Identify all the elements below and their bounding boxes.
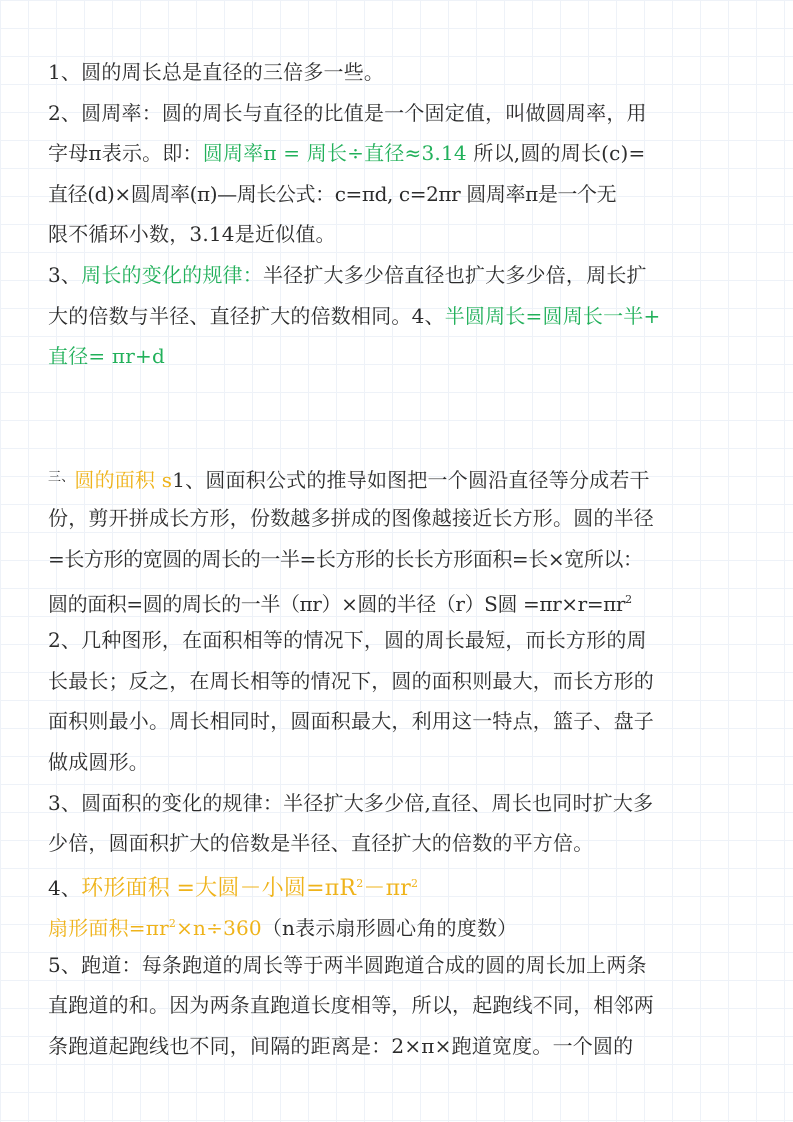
formula-part: 扇形面积=πr	[48, 916, 169, 941]
text-run: 圆的面积=圆的周长的一半（πr）×圆的半径（r）S圆 =πr×r=πr	[48, 591, 626, 616]
text-run: （n表示扇形圆心角的度数）	[261, 916, 518, 941]
superscript: 2	[625, 592, 632, 606]
text-line: 直径(d)×圆周率(π)—周长公式：c=πd, c=2πr 圆周率π是一个无	[48, 181, 617, 206]
text-run: 3、	[48, 262, 82, 287]
perimeter-rule-heading: 周长的变化的规律：	[81, 262, 263, 287]
text-line: 5、跑道：每条跑道的周长等于两半圆跑道合成的圆的周长加上两条	[48, 952, 647, 977]
text-line: 少倍，圆面积扩大的倍数是半径、直径扩大的倍数的平方倍。	[48, 831, 594, 856]
section-number: 三、	[48, 469, 75, 485]
text-line	[48, 904, 748, 945]
formula-part: －πr	[363, 875, 411, 901]
text-line: =长方形的宽圆的周长的一半=长方形的长长方形面积=长×宽所以：	[48, 546, 643, 571]
text-run: 1、圆面积公式的推导如图把一个圆沿直径等分成若干	[172, 467, 650, 492]
ring-area-heading: 环形面积	[81, 875, 170, 901]
text-run: 4、	[48, 875, 82, 900]
superscript: 2	[356, 876, 364, 890]
text-line: 长最长；反之，在周长相等的情况下，圆的面积则最大，而长方形的	[48, 668, 654, 693]
text-line	[48, 296, 748, 337]
text-line: 2、圆周率：圆的周长与直径的比值是一个固定值，叫做圆周率，用	[48, 100, 647, 125]
text-line: 2、几种图形，在面积相等的情况下，圆的周长最短，而长方形的周	[48, 628, 647, 653]
text-line	[48, 458, 748, 499]
superscript: 2	[410, 876, 419, 890]
text-line: 限不循环小数，3.14是近似值。	[48, 222, 336, 247]
formula-part: =大圆－小圆=πR	[176, 875, 357, 901]
text-run: 半径扩大多少倍直径也扩大多少倍，周长扩	[262, 262, 647, 287]
text-line: 做成圆形。	[48, 749, 149, 774]
text-run: 字母π表示。即：	[48, 141, 203, 166]
sector-area-formula	[48, 916, 262, 940]
pi-formula-highlight: 圆周率π = 周长÷直径≈3.14	[202, 141, 467, 166]
ring-area-formula	[177, 876, 419, 901]
text-line	[48, 864, 748, 905]
text-run: 大的倍数与半径、直径扩大的倍数相同。4、	[48, 303, 445, 328]
section-gap	[48, 377, 748, 458]
area-section-heading: 圆的面积 s	[74, 467, 173, 492]
text-line: 面积则最小。周长相同时，圆面积最大，利用这一特点，篮子、盘子	[48, 709, 654, 734]
document-page	[48, 52, 748, 1067]
text-line: 直跑道的和。因为两条直跑道长度相等，所以，起跑线不同，相邻两	[48, 993, 654, 1018]
semicircle-formula: 直径= πr+d	[48, 344, 165, 369]
text-line	[48, 255, 748, 296]
text-line: 份，剪开拼成长方形，份数越多拼成的图像越接近长方形。圆的半径	[48, 506, 654, 531]
superscript: 2	[168, 917, 177, 931]
text-line: 1、圆的周长总是直径的三倍多一些。	[48, 60, 385, 84]
text-line: 条跑道起跑线也不同，间隔的距离是：2×π×跑道宽度。一个圆的	[48, 1034, 634, 1059]
text-line: 3、圆面积的变化的规律：半径扩大多少倍,直径、周长也同时扩大多	[48, 790, 654, 815]
semicircle-heading: 半圆周长=圆周长一半+	[444, 303, 661, 328]
text-line	[48, 580, 748, 621]
text-line	[48, 133, 748, 174]
text-run: 所以,圆的周长(c)=	[473, 141, 646, 166]
formula-part: ×n÷360	[176, 916, 262, 941]
